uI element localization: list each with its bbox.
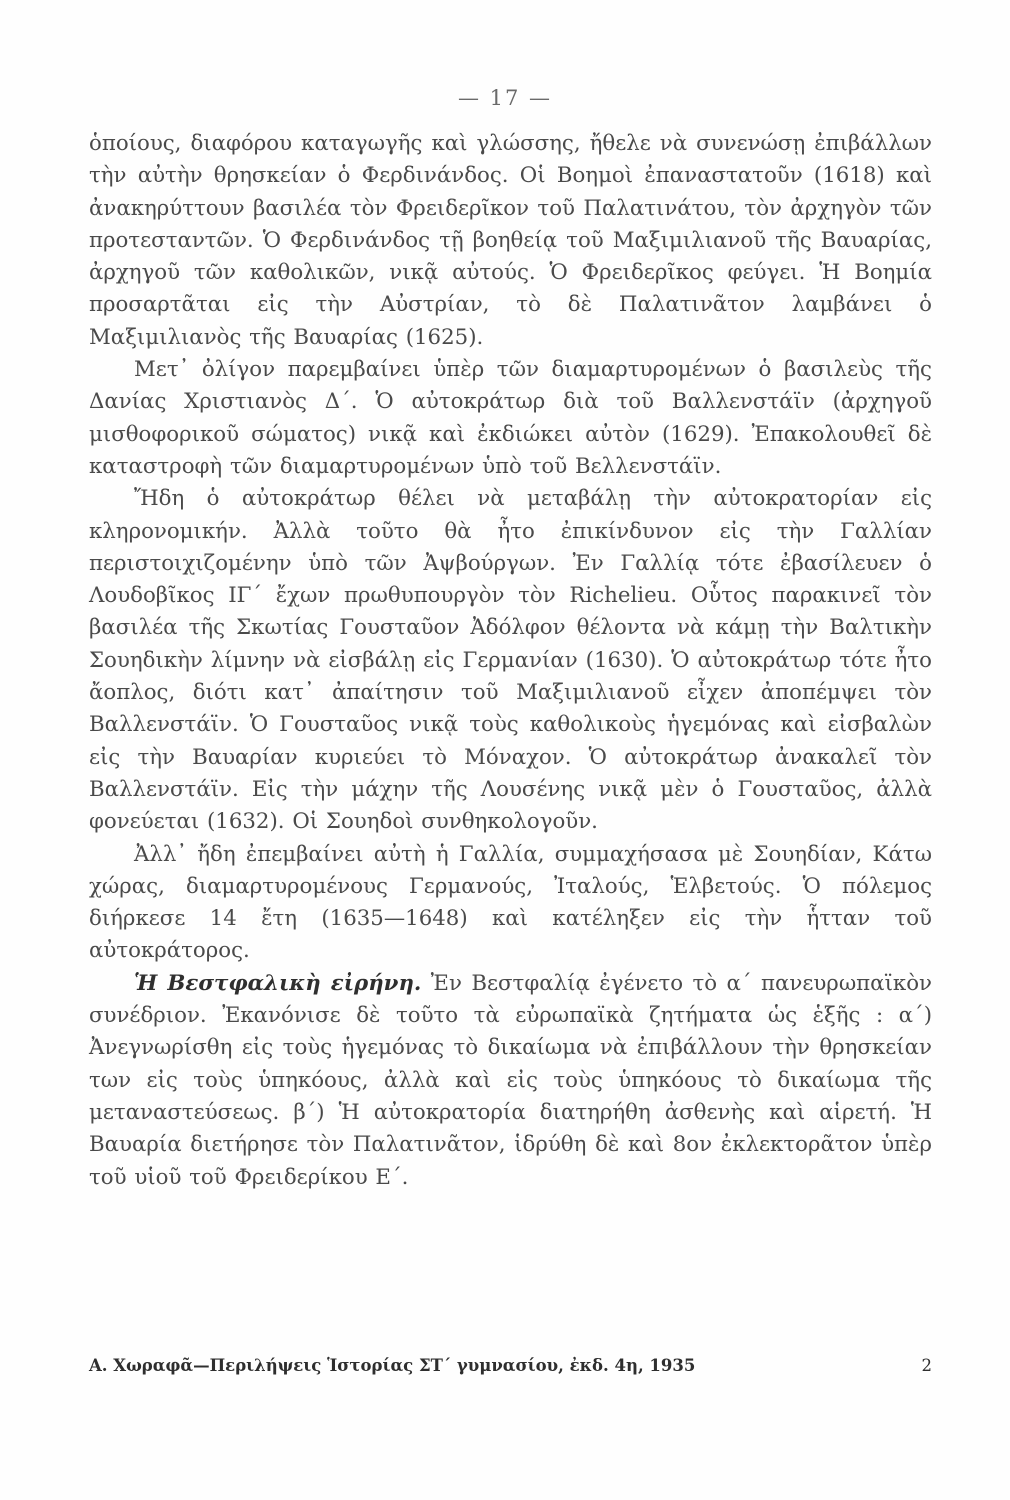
paragraph-3: Ἤδη ὁ αὐτοκράτωρ θέλει νὰ μεταβάλῃ τὴν αὐτοκρατορίαν εἰς κληρονομικήν. Ἀλλὰ τοῦτο θὰ ἦτο ἐπικίνδυνον εἰς τὴν Γαλλίαν περιστοιχιζομένην ὑπὸ τῶν Ἀψβούργων. Ἐν Γαλλίᾳ τότε ἐβασίλευεν ὁ Λουδοβῖκος ΙΓ΄ ἔχων πρωθυπουργὸν τὸν Richelieu. Οὗτος παρακινεῖ τὸν βασιλέα τῆς Σκωτίας Γουσταῦον Ἀδόλφον θέλοντα νὰ κάμῃ τὴν Βαλτικὴν Σουηδικὴν λίμνην νὰ εἰσβάλῃ εἰς Γερμανίαν (1630). Ὁ αὐτοκράτωρ τότε ἦτο ἄοπλος, διότι κατ᾽ ἀπαίτησιν τοῦ Μαξιμιλιανοῦ εἶχεν ἀποπέμψει τὸν Βαλλενστάϊν. Ὁ Γουσταῦος νικᾷ τοὺς καθολικοὺς ἡγεμόνας καὶ εἰσβαλὼν εἰς τὴν Βαυαρίαν κυριεύει τὸ Μόναχον. Ὁ αὐτοκράτωρ ἀνακαλεῖ τὸν Βαλλενστάϊν. Εἰς τὴν μάχην τῆς Λουσένης νικᾷ μὲν ὁ Γουσταῦος, ἀλλὰ φονεύεται (1632). Οἱ Σουηδοὶ συνθηκολογοῦν. xyxy=(89,486,932,835)
section-body: Ἐν Βεστφαλίᾳ ἐγένετο τὸ α΄ πανευρωπαϊκὸν συνέδριον. Ἐκανόνισε δὲ τοῦτο τὰ εὐρωπαϊκὰ ζητήματα ὡς ἑξῆς : α΄) Ἀνεγνωρίσθη εἰς τοὺς ἡγεμόνας τὸ δικαίωμα νὰ ἐπιβάλλουν τὴν θρησκείαν των εἰς τοὺς ὑπηκόους, ἀλλὰ καὶ εἰς τοὺς ὑπηκόους τὸ δικαίωμα τῆς μεταναστεύσεως. β΄) Ἡ αὐτοκρατορία διατηρήθη ἀσθενὴς καὶ αἱρετή. Ἡ Βαυαρία διετήρησε τὸν Παλατινᾶτον, ἱδρύθη δὲ καὶ 8ον ἐκλεκτορᾶτον ὑπὲρ τοῦ υἱοῦ τοῦ Φρειδερίκου Ε΄. xyxy=(89,970,932,1190)
footer-signature: Α. Χωραφᾶ—Περιλήψεις Ἱστορίας ΣΤ΄ γυμνασίου, ἐκδ. 4η, 1935 xyxy=(89,1356,696,1375)
footer-sheet-number: 2 xyxy=(921,1356,932,1375)
paragraph-4: Ἀλλ᾽ ἤδη ἐπεμβαίνει αὐτὴ ἡ Γαλλία, συμμαχήσασα μὲ Σουηδίαν, Κάτω χώρας, διαμαρτυρομένους Γερμανούς, Ἰταλούς, Ἑλβετούς. Ὁ πόλεμος διήρκεσε 14 ἔτη (1635—1648) καὶ κατέληξεν εἰς τὴν ἧτταν τοῦ αὐτοκράτορος. xyxy=(89,841,932,964)
paragraph-2: Μετ᾽ ὀλίγον παρεμβαίνει ὑπὲρ τῶν διαμαρτυρομένων ὁ βασιλεὺς τῆς Δανίας Χριστιανὸς Δ΄. Ὁ αὐτοκράτωρ διὰ τοῦ Βαλλενστάϊν (ἀρχηγοῦ μισθοφορικοῦ σώματος) νικᾷ καὶ ἐκδιώκει αὐτὸν (1629). Ἐπακολουθεῖ δὲ καταστροφὴ τῶν διαμαρτυρομένων ὑπὸ τοῦ Βελλενστάϊν. xyxy=(89,357,932,479)
paragraph-1: ὁποίους, διαφόρου καταγωγῆς καὶ γλώσσης, ἤθελε νὰ συνενώσῃ ἐπιβάλλων τὴν αὐτὴν θρησκείαν ὁ Φερδινάνδος. Οἱ Βοημοὶ ἐπαναστατοῦν (1618) καὶ ἀνακηρύττουν βασιλέα τὸν Φρειδερῖκον τοῦ Παλατινάτου, τὸν ἀρχηγὸν τῶν προτεσταντῶν. Ὁ Φερδινάνδος τῇ βοηθείᾳ τοῦ Μαξιμιλιανοῦ τῆς Βαυαρίας, ἀρχηγοῦ τῶν καθολικῶν, νικᾷ αὐτούς. Ὁ Φρειδερῖκος φεύγει. Ἡ Βοημία προσαρτᾶται εἰς τὴν Αὐστρίαν, τὸ δὲ Παλατινᾶτον λαμβάνει ὁ Μαξιμιλιανὸς τῆς Βαυαρίας (1625). xyxy=(89,131,932,350)
page-footer xyxy=(89,1356,932,1375)
body-text xyxy=(89,128,932,1194)
page-number: — 17 — xyxy=(457,86,553,110)
section-heading: Ἡ Βεστφαλικὴ εἰρήνη. xyxy=(134,970,422,996)
section-paragraph xyxy=(89,968,932,1194)
